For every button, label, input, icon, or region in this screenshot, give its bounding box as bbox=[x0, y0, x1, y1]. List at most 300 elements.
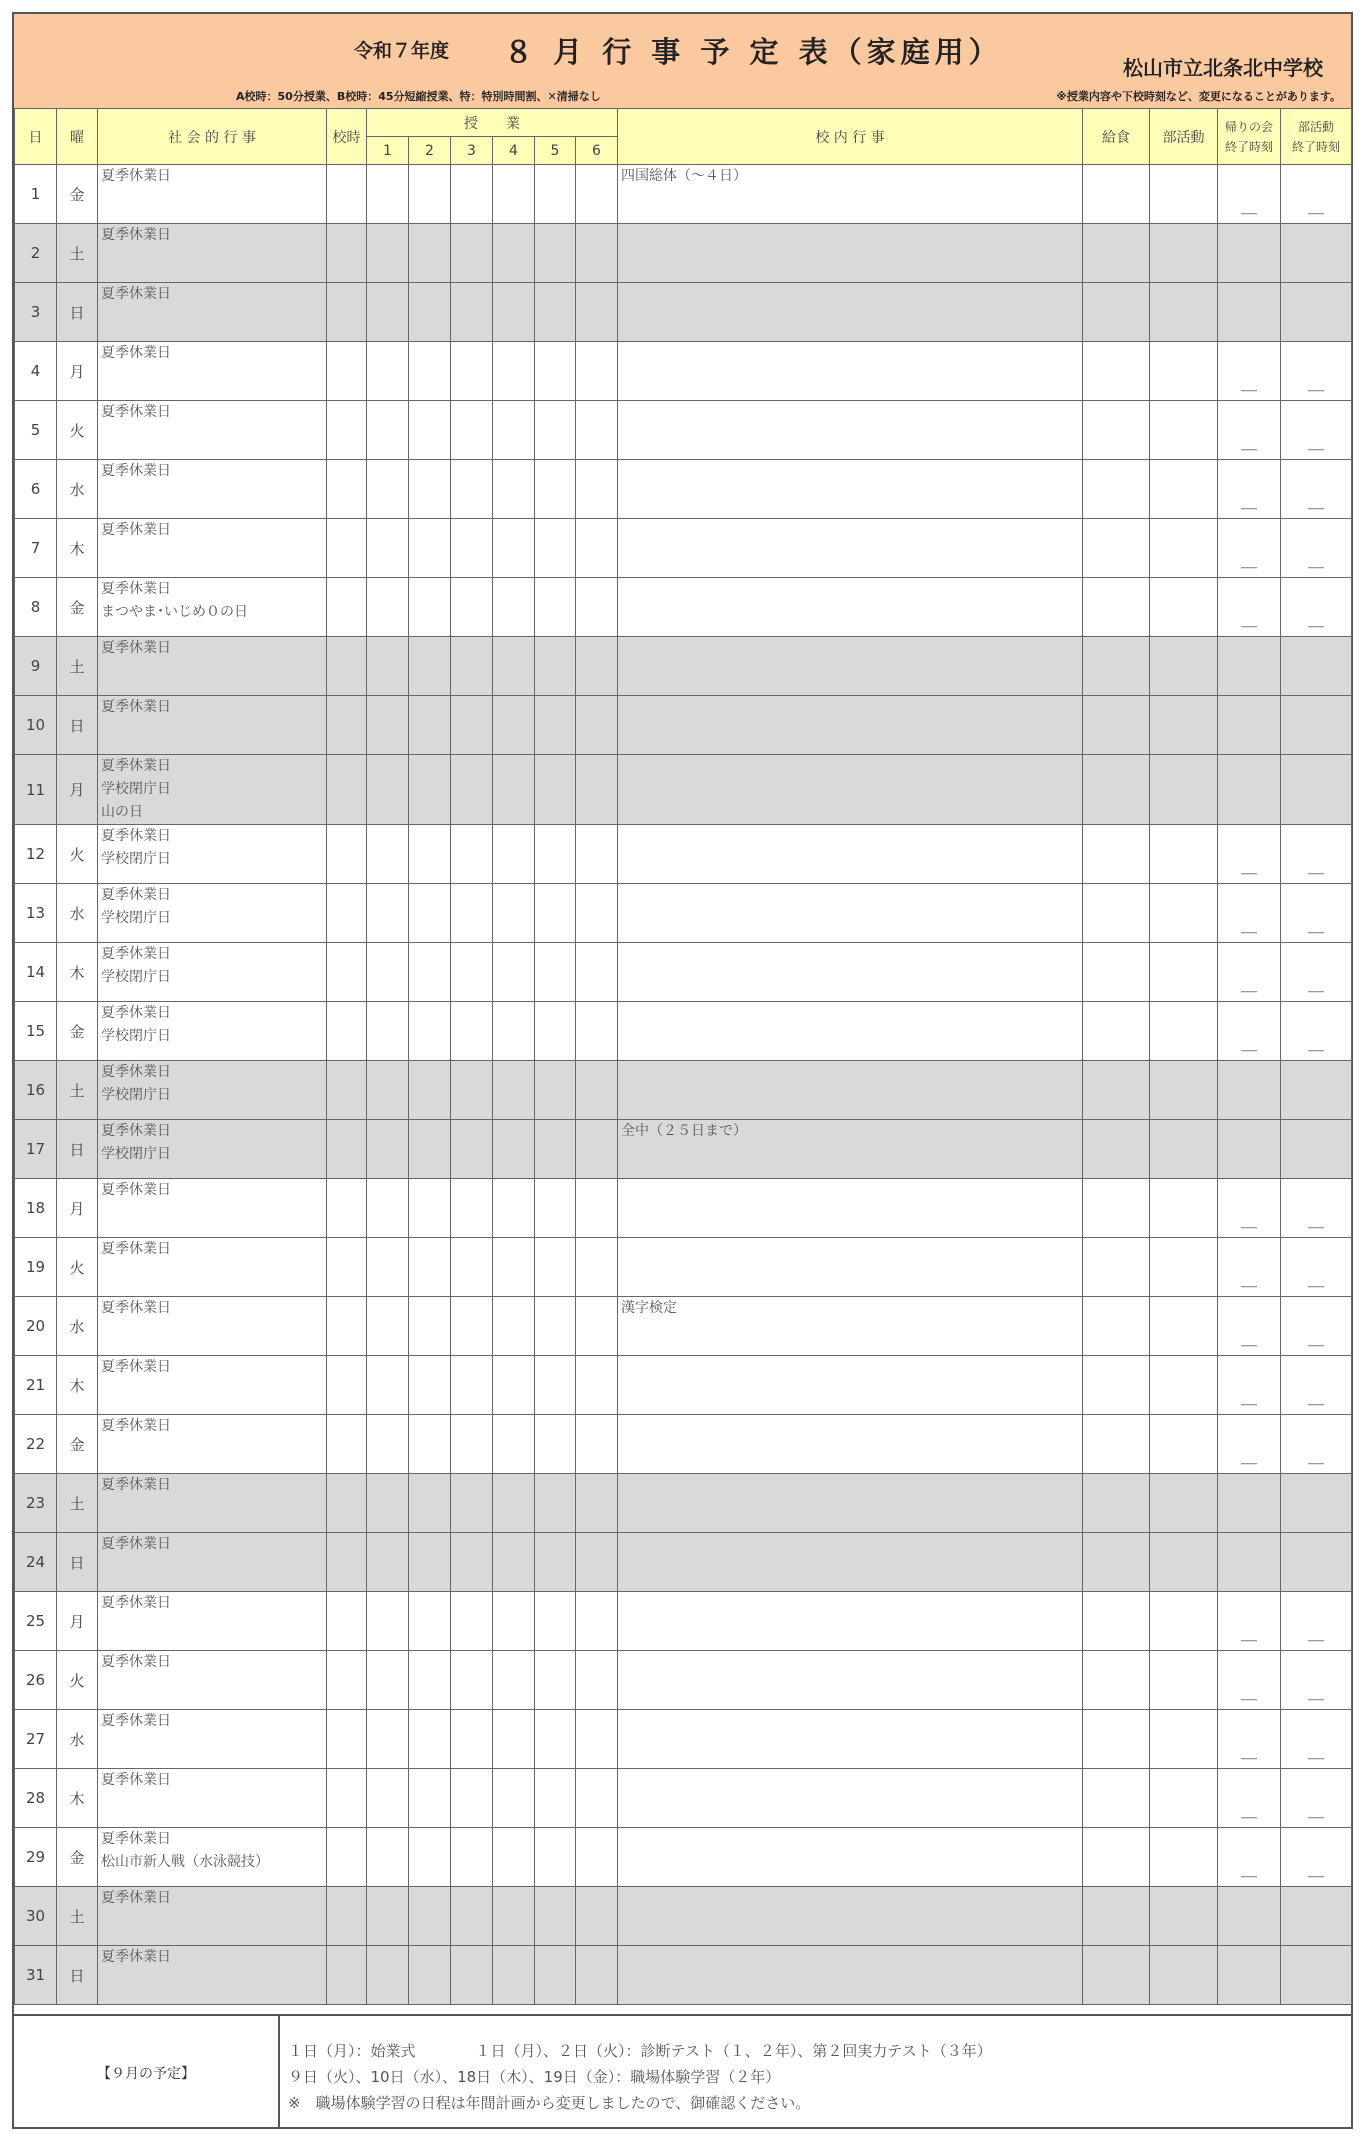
class-cell-1 bbox=[367, 1002, 409, 1061]
club-cell bbox=[1150, 696, 1218, 755]
next-month-line: １日（月）：始業式 １日（月）、２日（火）：診断テスト（１、２年）、第２回実力テスト（３年） bbox=[288, 2042, 992, 2060]
class-cell-5 bbox=[535, 1356, 576, 1415]
weekday-cell: 金 bbox=[57, 1415, 98, 1474]
club-cell bbox=[1150, 1120, 1218, 1179]
club-cell bbox=[1150, 1710, 1218, 1769]
day-cell: 9 bbox=[15, 637, 57, 696]
class-cell-4 bbox=[493, 1592, 535, 1651]
social-events-cell bbox=[98, 825, 327, 884]
club-cell bbox=[1150, 1061, 1218, 1120]
table-row bbox=[15, 1120, 1352, 1179]
class-cell-1 bbox=[367, 1238, 409, 1297]
page-title: ８ 月 行 事 予 定 表（家庭用） bbox=[504, 35, 1003, 69]
homeroom-end-cell bbox=[1218, 1533, 1281, 1592]
class-cell-2 bbox=[409, 696, 451, 755]
club-cell bbox=[1150, 1356, 1218, 1415]
period-type-cell bbox=[327, 1474, 367, 1533]
class-cell-6 bbox=[576, 696, 618, 755]
club-cell bbox=[1150, 1002, 1218, 1061]
day-cell: 6 bbox=[15, 460, 57, 519]
period-type-cell bbox=[327, 1120, 367, 1179]
class-cell-3 bbox=[451, 1061, 493, 1120]
homeroom-end-cell: ＿ bbox=[1218, 1592, 1281, 1651]
class-cell-2 bbox=[409, 1238, 451, 1297]
class-cell-6 bbox=[576, 283, 618, 342]
social-event: 山の日 bbox=[101, 804, 143, 820]
class-cell-3 bbox=[451, 696, 493, 755]
class-cell-3 bbox=[451, 1946, 493, 2005]
weekday-cell: 火 bbox=[57, 401, 98, 460]
period-type-cell bbox=[327, 460, 367, 519]
table-row bbox=[15, 1061, 1352, 1120]
col-class-5: 5 bbox=[535, 137, 576, 165]
table-row bbox=[15, 1592, 1352, 1651]
class-cell-6 bbox=[576, 1238, 618, 1297]
table-row bbox=[15, 943, 1352, 1002]
club-end-cell: ＿ bbox=[1281, 1415, 1352, 1474]
class-cell-1 bbox=[367, 1533, 409, 1592]
class-cell-2 bbox=[409, 1002, 451, 1061]
class-cell-4 bbox=[493, 1533, 535, 1592]
period-legend-note: A校時：50分授業、B校時：45分短縮授業、特：特別時間割、✕清掃なし bbox=[236, 90, 601, 103]
lunch-cell bbox=[1083, 884, 1150, 943]
club-cell bbox=[1150, 224, 1218, 283]
class-cell-4 bbox=[493, 342, 535, 401]
school-events-cell: 漢字検定 bbox=[618, 1297, 1083, 1356]
class-cell-3 bbox=[451, 1356, 493, 1415]
social-event: 夏季休業日 bbox=[101, 1300, 171, 1316]
school-events-cell bbox=[618, 1710, 1083, 1769]
class-cell-5 bbox=[535, 224, 576, 283]
class-cell-3 bbox=[451, 755, 493, 825]
school-events-cell bbox=[618, 519, 1083, 578]
club-end-cell bbox=[1281, 1533, 1352, 1592]
lunch-cell bbox=[1083, 755, 1150, 825]
table-row bbox=[15, 696, 1352, 755]
class-cell-5 bbox=[535, 1533, 576, 1592]
homeroom-end-cell: ＿ bbox=[1218, 1179, 1281, 1238]
homeroom-end-cell: ＿ bbox=[1218, 1356, 1281, 1415]
class-cell-4 bbox=[493, 1828, 535, 1887]
class-cell-1 bbox=[367, 1120, 409, 1179]
social-events-cell bbox=[98, 1179, 327, 1238]
class-cell-3 bbox=[451, 342, 493, 401]
weekday-cell: 金 bbox=[57, 1002, 98, 1061]
club-cell bbox=[1150, 825, 1218, 884]
lunch-cell bbox=[1083, 1474, 1150, 1533]
class-cell-3 bbox=[451, 1651, 493, 1710]
class-cell-5 bbox=[535, 1120, 576, 1179]
social-events-cell bbox=[98, 1887, 327, 1946]
class-cell-5 bbox=[535, 1828, 576, 1887]
class-cell-1 bbox=[367, 1297, 409, 1356]
class-cell-2 bbox=[409, 637, 451, 696]
school-events-cell bbox=[618, 1061, 1083, 1120]
homeroom-end-cell bbox=[1218, 637, 1281, 696]
school-name: 松山市立北条北中学校 bbox=[1123, 56, 1323, 80]
lunch-cell bbox=[1083, 401, 1150, 460]
weekday-cell: 月 bbox=[57, 1592, 98, 1651]
social-events-cell bbox=[98, 1356, 327, 1415]
class-cell-3 bbox=[451, 283, 493, 342]
class-cell-3 bbox=[451, 165, 493, 224]
period-type-cell bbox=[327, 1356, 367, 1415]
social-events-cell bbox=[98, 943, 327, 1002]
social-event: 夏季休業日 bbox=[101, 1359, 171, 1375]
social-event: 学校閉庁日 bbox=[101, 969, 171, 985]
class-cell-5 bbox=[535, 943, 576, 1002]
class-cell-2 bbox=[409, 165, 451, 224]
class-cell-5 bbox=[535, 578, 576, 637]
class-cell-2 bbox=[409, 519, 451, 578]
social-event: 夏季休業日 bbox=[101, 581, 171, 597]
class-cell-5 bbox=[535, 1415, 576, 1474]
school-events-cell bbox=[618, 342, 1083, 401]
social-event: 夏季休業日 bbox=[101, 1005, 171, 1021]
class-cell-2 bbox=[409, 825, 451, 884]
class-cell-4 bbox=[493, 637, 535, 696]
class-cell-2 bbox=[409, 1474, 451, 1533]
social-events-cell bbox=[98, 401, 327, 460]
col-class-4: 4 bbox=[493, 137, 535, 165]
weekday-cell: 水 bbox=[57, 1710, 98, 1769]
club-cell bbox=[1150, 165, 1218, 224]
class-cell-4 bbox=[493, 1887, 535, 1946]
table-row bbox=[15, 1002, 1352, 1061]
day-cell: 30 bbox=[15, 1887, 57, 1946]
school-events-cell bbox=[618, 1533, 1083, 1592]
class-cell-6 bbox=[576, 1120, 618, 1179]
table-row bbox=[15, 755, 1352, 825]
weekday-cell: 月 bbox=[57, 1179, 98, 1238]
period-type-cell bbox=[327, 1946, 367, 2005]
lunch-cell bbox=[1083, 460, 1150, 519]
social-events-cell bbox=[98, 1474, 327, 1533]
class-cell-6 bbox=[576, 578, 618, 637]
social-events-cell bbox=[98, 1061, 327, 1120]
class-cell-3 bbox=[451, 1710, 493, 1769]
homeroom-end-cell: ＿ bbox=[1218, 460, 1281, 519]
weekday-cell: 日 bbox=[57, 1946, 98, 2005]
class-cell-6 bbox=[576, 1710, 618, 1769]
club-end-cell: ＿ bbox=[1281, 1238, 1352, 1297]
class-cell-3 bbox=[451, 637, 493, 696]
club-cell bbox=[1150, 1297, 1218, 1356]
weekday-cell: 水 bbox=[57, 884, 98, 943]
homeroom-end-cell: ＿ bbox=[1218, 401, 1281, 460]
class-cell-4 bbox=[493, 696, 535, 755]
class-cell-6 bbox=[576, 1887, 618, 1946]
period-type-cell bbox=[327, 696, 367, 755]
class-cell-2 bbox=[409, 342, 451, 401]
col-homeroom-end: 帰りの会 終了時刻 bbox=[1218, 109, 1281, 165]
day-cell: 11 bbox=[15, 755, 57, 825]
table-row bbox=[15, 1710, 1352, 1769]
club-cell bbox=[1150, 637, 1218, 696]
weekday-cell: 土 bbox=[57, 1887, 98, 1946]
class-cell-3 bbox=[451, 1533, 493, 1592]
club-end-cell bbox=[1281, 1120, 1352, 1179]
class-cell-4 bbox=[493, 1356, 535, 1415]
lunch-cell bbox=[1083, 1002, 1150, 1061]
club-cell bbox=[1150, 1238, 1218, 1297]
table-row bbox=[15, 342, 1352, 401]
class-cell-4 bbox=[493, 1474, 535, 1533]
class-cell-5 bbox=[535, 1297, 576, 1356]
table-row bbox=[15, 460, 1352, 519]
social-events-cell bbox=[98, 1002, 327, 1061]
club-end-cell: ＿ bbox=[1281, 884, 1352, 943]
class-cell-3 bbox=[451, 401, 493, 460]
table-row bbox=[15, 1946, 1352, 2005]
social-events-cell bbox=[98, 1710, 327, 1769]
school-events-cell bbox=[618, 1828, 1083, 1887]
club-cell bbox=[1150, 1946, 1218, 2005]
school-events-cell bbox=[618, 578, 1083, 637]
table-row bbox=[15, 1415, 1352, 1474]
class-cell-2 bbox=[409, 1651, 451, 1710]
class-cell-4 bbox=[493, 165, 535, 224]
lunch-cell bbox=[1083, 1120, 1150, 1179]
class-cell-5 bbox=[535, 1710, 576, 1769]
period-type-cell bbox=[327, 283, 367, 342]
lunch-cell bbox=[1083, 1828, 1150, 1887]
social-events-cell bbox=[98, 224, 327, 283]
class-cell-3 bbox=[451, 1474, 493, 1533]
homeroom-end-cell: ＿ bbox=[1218, 519, 1281, 578]
period-type-cell bbox=[327, 1651, 367, 1710]
class-cell-4 bbox=[493, 1710, 535, 1769]
class-cell-5 bbox=[535, 283, 576, 342]
day-cell: 18 bbox=[15, 1179, 57, 1238]
social-events-cell bbox=[98, 519, 327, 578]
class-cell-5 bbox=[535, 1887, 576, 1946]
social-events-cell bbox=[98, 1533, 327, 1592]
class-cell-5 bbox=[535, 1946, 576, 2005]
class-cell-1 bbox=[367, 825, 409, 884]
class-cell-1 bbox=[367, 1887, 409, 1946]
school-events-cell: 全中（２５日まで） bbox=[618, 1120, 1083, 1179]
homeroom-end-cell bbox=[1218, 224, 1281, 283]
club-end-cell bbox=[1281, 1474, 1352, 1533]
social-event: 松山市新人戦（水泳競技） bbox=[101, 1854, 269, 1870]
class-cell-6 bbox=[576, 884, 618, 943]
school-events-cell bbox=[618, 637, 1083, 696]
club-end-cell: ＿ bbox=[1281, 1769, 1352, 1828]
class-cell-3 bbox=[451, 519, 493, 578]
class-cell-6 bbox=[576, 1769, 618, 1828]
club-cell bbox=[1150, 943, 1218, 1002]
class-cell-1 bbox=[367, 1356, 409, 1415]
lunch-cell bbox=[1083, 825, 1150, 884]
day-cell: 25 bbox=[15, 1592, 57, 1651]
social-events-cell bbox=[98, 460, 327, 519]
school-events-cell bbox=[618, 755, 1083, 825]
day-cell: 24 bbox=[15, 1533, 57, 1592]
weekday-cell: 木 bbox=[57, 943, 98, 1002]
class-cell-6 bbox=[576, 1179, 618, 1238]
day-cell: 8 bbox=[15, 578, 57, 637]
col-club-end: 部活動 終了時刻 bbox=[1281, 109, 1352, 165]
class-cell-3 bbox=[451, 1297, 493, 1356]
schedule-table bbox=[14, 108, 1352, 2005]
social-event: 夏季休業日 bbox=[101, 345, 171, 361]
social-event: 夏季休業日 bbox=[101, 1241, 171, 1257]
school-events-cell bbox=[618, 460, 1083, 519]
club-cell bbox=[1150, 1651, 1218, 1710]
social-event: 学校閉庁日 bbox=[101, 1087, 171, 1103]
class-cell-5 bbox=[535, 401, 576, 460]
homeroom-end-cell: ＿ bbox=[1218, 1238, 1281, 1297]
day-cell: 7 bbox=[15, 519, 57, 578]
class-cell-1 bbox=[367, 578, 409, 637]
class-cell-1 bbox=[367, 1415, 409, 1474]
col-class-2: 2 bbox=[409, 137, 451, 165]
class-cell-4 bbox=[493, 460, 535, 519]
class-cell-1 bbox=[367, 696, 409, 755]
weekday-cell: 金 bbox=[57, 1828, 98, 1887]
club-end-cell bbox=[1281, 283, 1352, 342]
club-cell bbox=[1150, 1828, 1218, 1887]
weekday-cell: 土 bbox=[57, 224, 98, 283]
weekday-cell: 土 bbox=[57, 1474, 98, 1533]
homeroom-end-cell bbox=[1218, 1061, 1281, 1120]
col-club: 部活動 bbox=[1150, 109, 1218, 165]
club-cell bbox=[1150, 1179, 1218, 1238]
club-end-cell bbox=[1281, 1061, 1352, 1120]
homeroom-end-cell bbox=[1218, 1887, 1281, 1946]
class-cell-2 bbox=[409, 1946, 451, 2005]
class-cell-3 bbox=[451, 884, 493, 943]
class-cell-5 bbox=[535, 1474, 576, 1533]
lunch-cell bbox=[1083, 1415, 1150, 1474]
school-events-cell bbox=[618, 1592, 1083, 1651]
lunch-cell bbox=[1083, 637, 1150, 696]
table-row bbox=[15, 637, 1352, 696]
period-type-cell bbox=[327, 1238, 367, 1297]
class-cell-6 bbox=[576, 825, 618, 884]
club-cell bbox=[1150, 755, 1218, 825]
col-school-events: 校 内 行 事 bbox=[618, 109, 1083, 165]
class-cell-4 bbox=[493, 1651, 535, 1710]
club-cell bbox=[1150, 1415, 1218, 1474]
homeroom-end-cell: ＿ bbox=[1218, 165, 1281, 224]
school-events-cell bbox=[618, 1356, 1083, 1415]
class-cell-2 bbox=[409, 1710, 451, 1769]
table-row bbox=[15, 1179, 1352, 1238]
period-type-cell bbox=[327, 1061, 367, 1120]
class-cell-1 bbox=[367, 1710, 409, 1769]
social-event: 夏季休業日 bbox=[101, 522, 171, 538]
class-cell-5 bbox=[535, 825, 576, 884]
period-type-cell bbox=[327, 1710, 367, 1769]
homeroom-end-cell bbox=[1218, 755, 1281, 825]
school-events-cell bbox=[618, 1887, 1083, 1946]
homeroom-end-cell bbox=[1218, 1120, 1281, 1179]
social-event: 学校閉庁日 bbox=[101, 1146, 171, 1162]
class-cell-3 bbox=[451, 1002, 493, 1061]
lunch-cell bbox=[1083, 283, 1150, 342]
class-cell-6 bbox=[576, 1828, 618, 1887]
lunch-cell bbox=[1083, 224, 1150, 283]
club-end-cell bbox=[1281, 224, 1352, 283]
social-event: 夏季休業日 bbox=[101, 1477, 171, 1493]
school-events-cell bbox=[618, 825, 1083, 884]
class-cell-1 bbox=[367, 283, 409, 342]
school-events-cell bbox=[618, 1002, 1083, 1061]
period-type-cell bbox=[327, 224, 367, 283]
class-cell-6 bbox=[576, 1356, 618, 1415]
class-cell-2 bbox=[409, 283, 451, 342]
social-events-cell bbox=[98, 342, 327, 401]
class-cell-3 bbox=[451, 1415, 493, 1474]
col-social-events: 社 会 的 行 事 bbox=[98, 109, 327, 165]
class-cell-3 bbox=[451, 1887, 493, 1946]
table-row bbox=[15, 519, 1352, 578]
class-cell-1 bbox=[367, 165, 409, 224]
class-cell-2 bbox=[409, 1297, 451, 1356]
class-cell-2 bbox=[409, 460, 451, 519]
social-event: 夏季休業日 bbox=[101, 1713, 171, 1729]
table-row bbox=[15, 283, 1352, 342]
lunch-cell bbox=[1083, 1592, 1150, 1651]
school-events-cell bbox=[618, 884, 1083, 943]
day-cell: 5 bbox=[15, 401, 57, 460]
club-end-cell: ＿ bbox=[1281, 1002, 1352, 1061]
table-row bbox=[15, 1828, 1352, 1887]
homeroom-end-cell: ＿ bbox=[1218, 342, 1281, 401]
period-type-cell bbox=[327, 1887, 367, 1946]
class-cell-2 bbox=[409, 578, 451, 637]
day-cell: 1 bbox=[15, 165, 57, 224]
day-cell: 14 bbox=[15, 943, 57, 1002]
school-events-cell bbox=[618, 1651, 1083, 1710]
change-notice: ※授業内容や下校時刻など、変更になることがあります。 bbox=[1056, 90, 1341, 103]
class-cell-4 bbox=[493, 283, 535, 342]
social-event: 夏季休業日 bbox=[101, 1418, 171, 1434]
social-event: 夏季休業日 bbox=[101, 1949, 171, 1965]
fiscal-year: 令和７年度 bbox=[354, 40, 450, 62]
class-cell-5 bbox=[535, 1238, 576, 1297]
school-events-cell bbox=[618, 1179, 1083, 1238]
club-end-cell: ＿ bbox=[1281, 825, 1352, 884]
social-events-cell bbox=[98, 1415, 327, 1474]
class-cell-6 bbox=[576, 224, 618, 283]
class-cell-1 bbox=[367, 460, 409, 519]
lunch-cell bbox=[1083, 696, 1150, 755]
header-band bbox=[14, 14, 1351, 109]
period-type-cell bbox=[327, 1002, 367, 1061]
class-cell-1 bbox=[367, 1769, 409, 1828]
weekday-cell: 水 bbox=[57, 460, 98, 519]
club-end-cell bbox=[1281, 696, 1352, 755]
club-end-cell: ＿ bbox=[1281, 1710, 1352, 1769]
class-cell-6 bbox=[576, 519, 618, 578]
club-end-cell: ＿ bbox=[1281, 165, 1352, 224]
table-row bbox=[15, 825, 1352, 884]
club-end-cell bbox=[1281, 1946, 1352, 2005]
period-type-cell bbox=[327, 884, 367, 943]
weekday-cell: 火 bbox=[57, 1651, 98, 1710]
social-event: 学校閉庁日 bbox=[101, 1028, 171, 1044]
day-cell: 17 bbox=[15, 1120, 57, 1179]
class-cell-5 bbox=[535, 1651, 576, 1710]
social-event: 夏季休業日 bbox=[101, 699, 171, 715]
period-type-cell bbox=[327, 519, 367, 578]
club-cell bbox=[1150, 342, 1218, 401]
homeroom-end-cell: ＿ bbox=[1218, 1769, 1281, 1828]
class-cell-2 bbox=[409, 1828, 451, 1887]
